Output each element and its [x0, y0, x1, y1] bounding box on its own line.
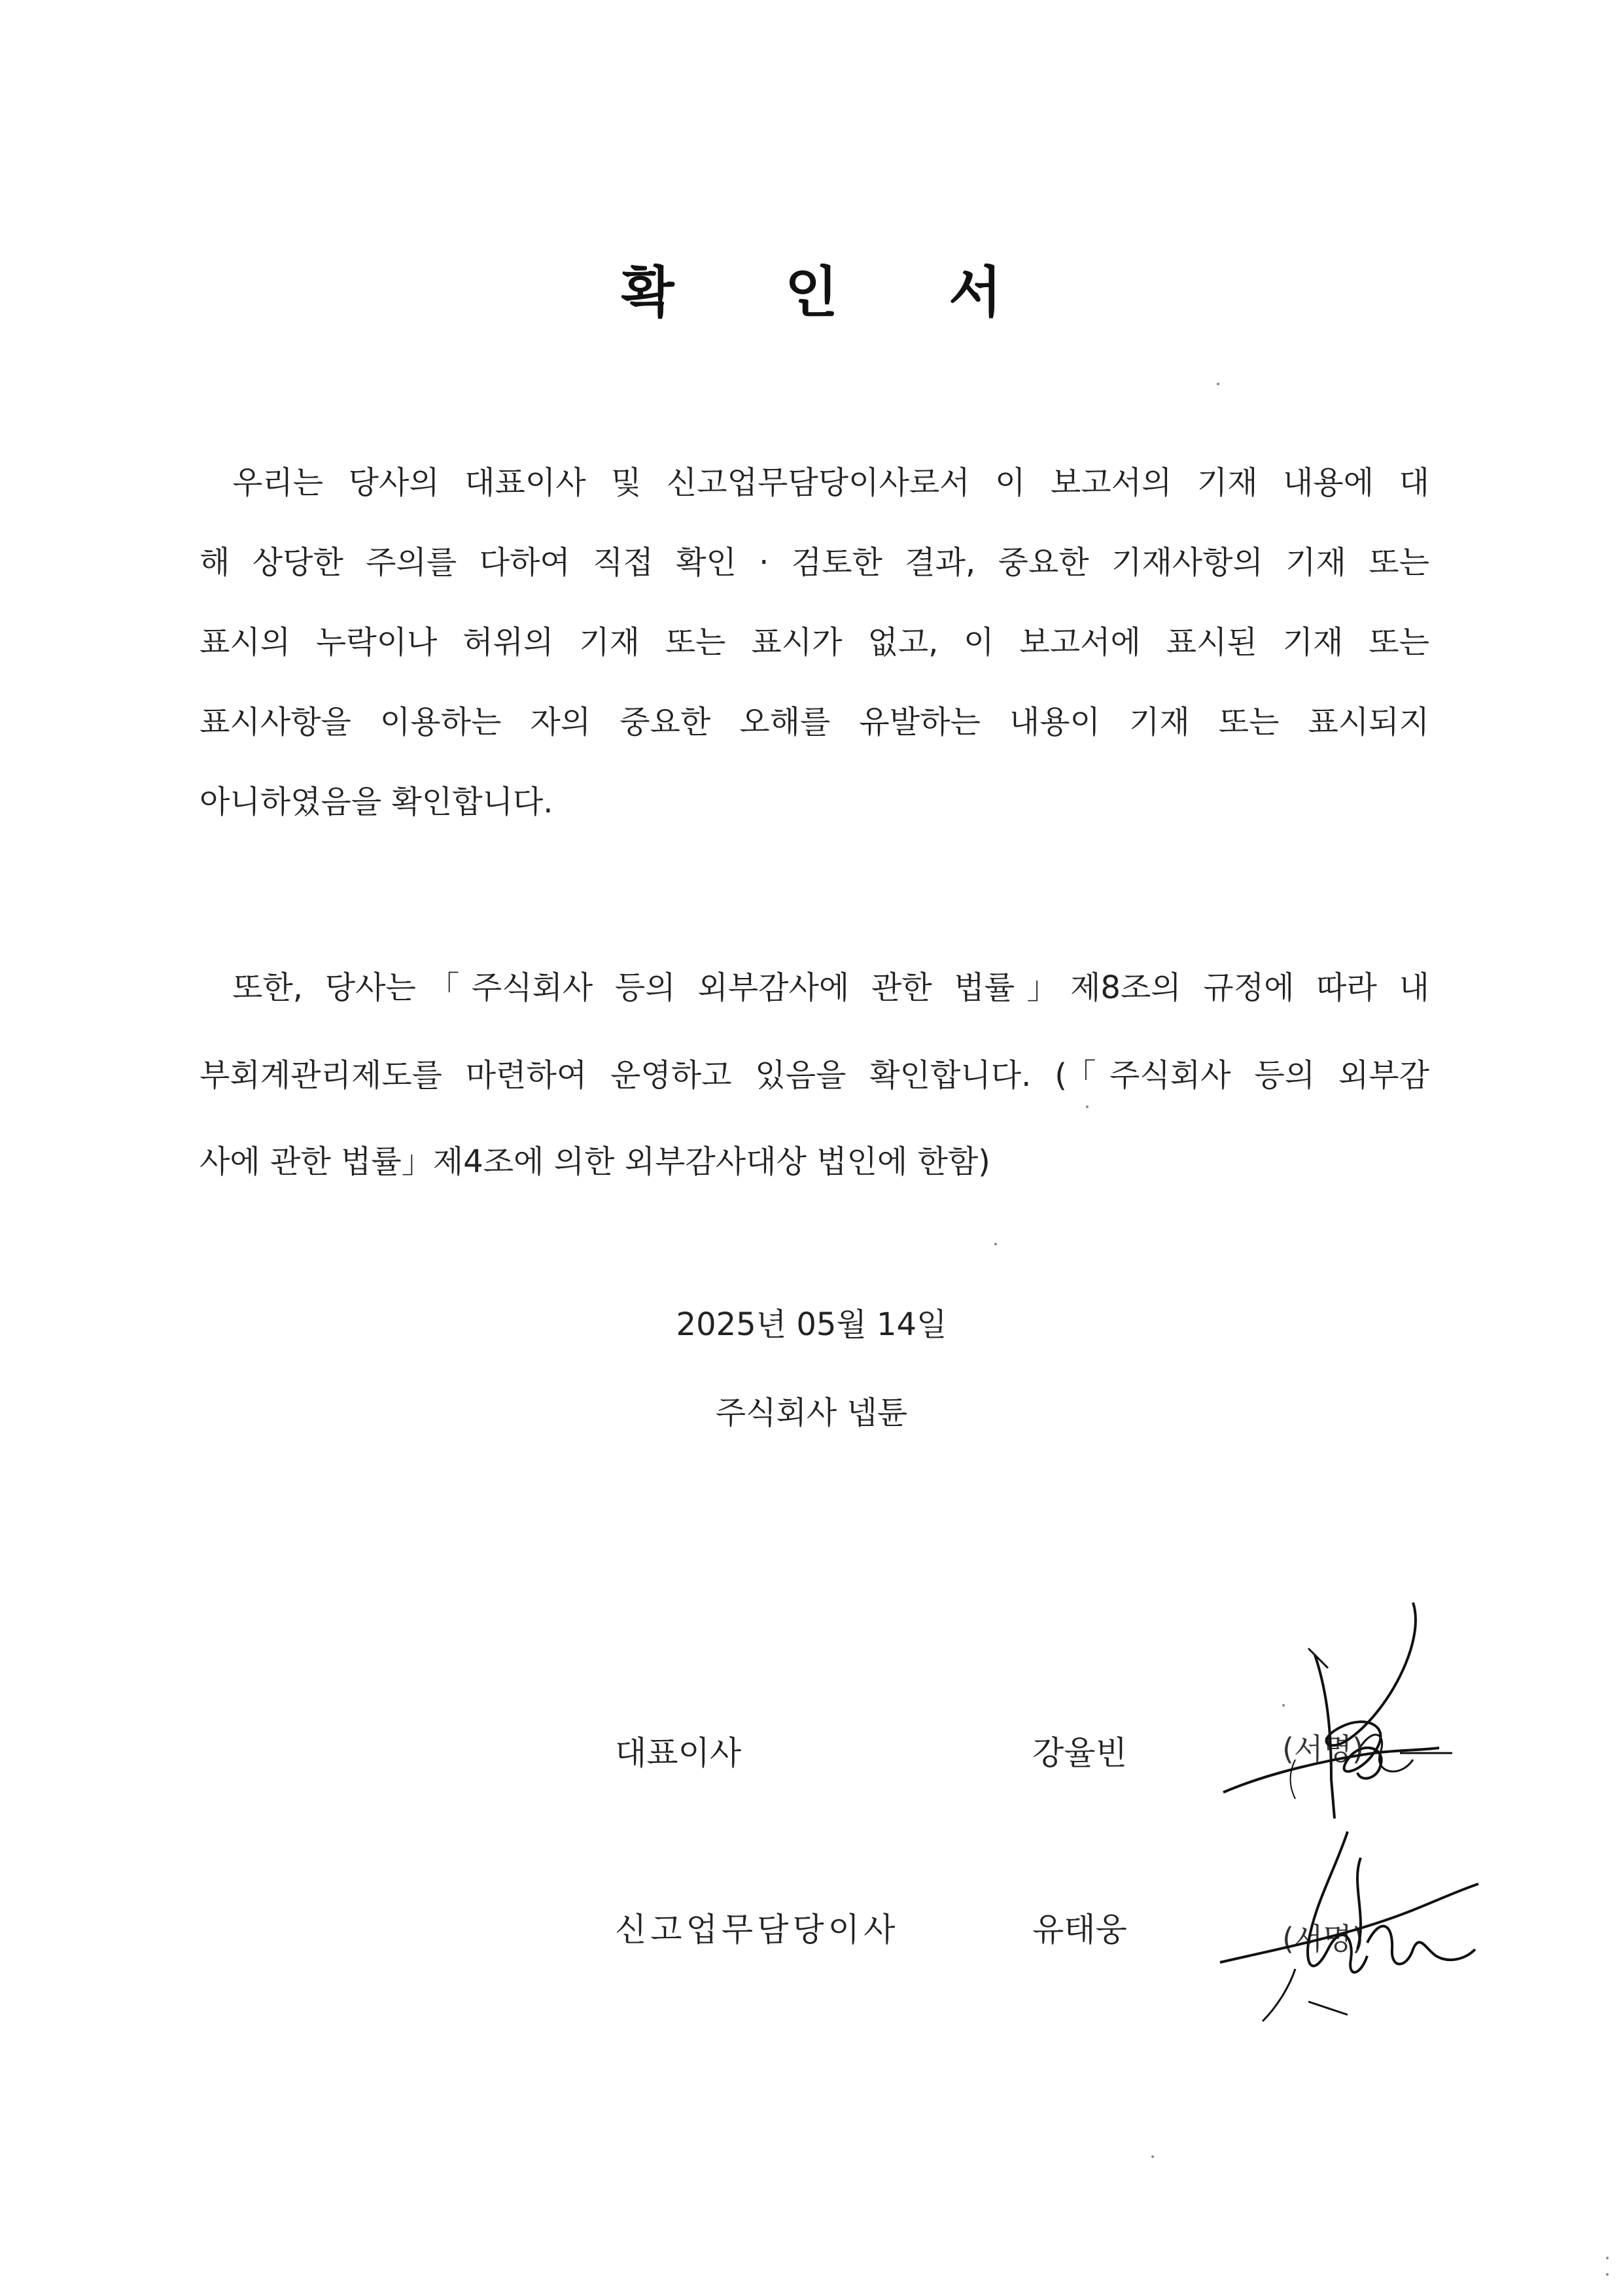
signature-mark-text: (서명)	[1282, 1921, 1364, 1957]
paragraph-line: 부회계관리제도를 마련하여 운영하고 있음을 확인합니다. (「주식회사 등의 외부감	[200, 1057, 1429, 1094]
paragraph-line: 표시의 누락이나 허위의 기재 또는 표시가 없고, 이 보고서에 표시된 기재 또는	[200, 624, 1429, 661]
company-name: 주식회사 넵튠	[715, 1395, 908, 1431]
scan-speck	[1282, 1704, 1285, 1707]
paragraph-line: 해 상당한 주의를 다하여 직접 확인 · 검토한 결과, 중요한 기재사항의 기재 또는	[200, 544, 1429, 581]
paragraph-line: 사에 관한 법률」제4조에 의한 외부감사대상 법인에 한함)	[200, 1143, 990, 1180]
ceo-signature-image	[1217, 1563, 1492, 1838]
reporting-officer-signature-image	[1217, 1818, 1492, 2034]
paragraph-line: 아니하였음을 확인합니다.	[200, 784, 553, 820]
signatory-role: 신고업무담당이사	[615, 1911, 899, 1949]
signature-mark-text: (서명)	[1282, 1731, 1364, 1767]
scan-speck	[994, 1243, 997, 1245]
scan-speck	[1217, 383, 1219, 385]
signatory-name: 유태웅	[1032, 1911, 1127, 1949]
paragraph-line: 또한, 당사는「주식회사 등의 외부감사에 관한 법률」제8조의 규정에 따라 내	[232, 969, 1429, 1006]
scan-speck	[1606, 2273, 1609, 2276]
scan-speck	[1606, 2257, 1609, 2259]
document-date: 2025년 05월 14일	[676, 1306, 947, 1343]
scan-speck	[1151, 2155, 1154, 2158]
scan-speck	[1086, 1105, 1089, 1108]
signatory-role: 대표이사	[615, 1734, 742, 1772]
paragraph-line: 표시사항을 이용하는 자의 중요한 오해를 유발하는 내용이 기재 또는 표시되지	[200, 704, 1429, 740]
signatory-name: 강율빈	[1032, 1734, 1127, 1772]
paragraph-line: 우리는 당사의 대표이사 및 신고업무담당이사로서 이 보고서의 기재 내용에 대	[232, 464, 1429, 501]
document-title: 확 인 서	[621, 260, 1048, 324]
